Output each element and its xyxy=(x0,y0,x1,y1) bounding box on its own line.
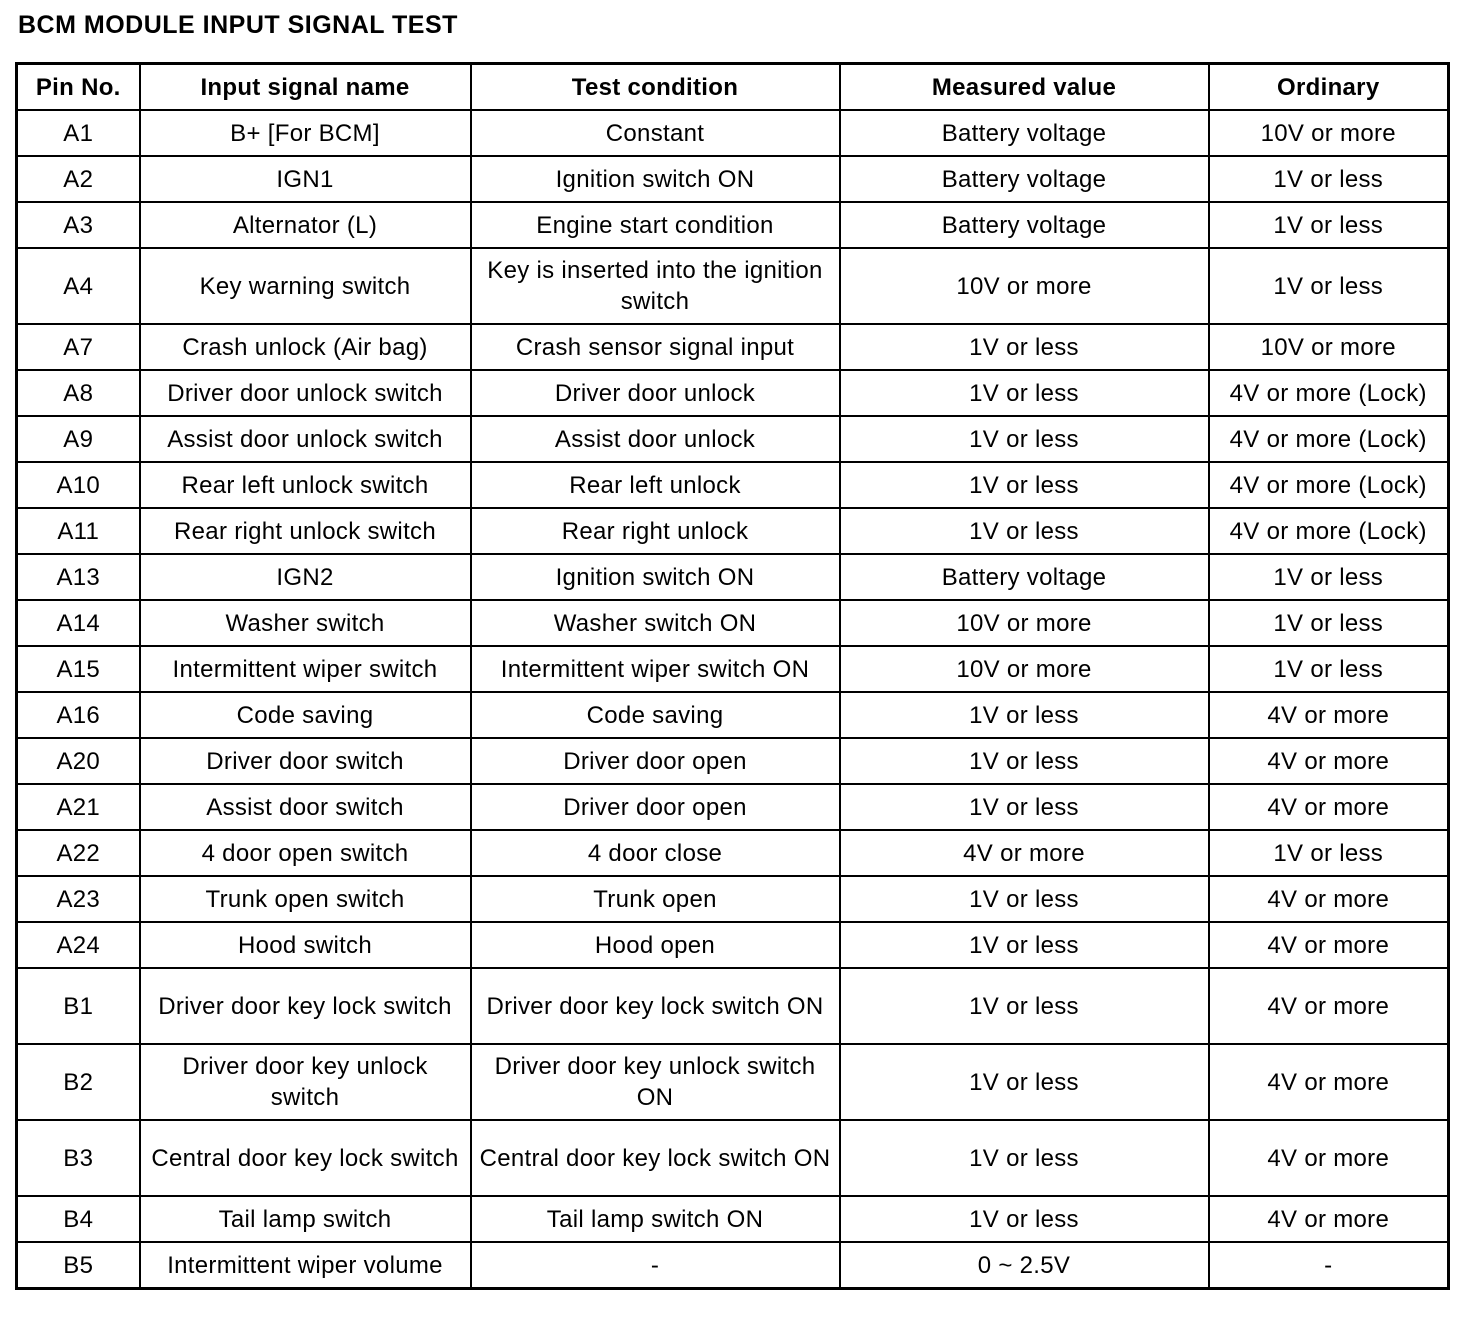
test-condition-cell: Washer switch ON xyxy=(471,600,840,646)
test-condition-cell: Driver door key unlock switch ON xyxy=(471,1044,840,1120)
pin-cell: B2 xyxy=(17,1044,140,1120)
test-condition-cell: Rear left unlock xyxy=(471,462,840,508)
signal-name-cell: IGN1 xyxy=(140,156,471,202)
test-condition-cell: - xyxy=(471,1242,840,1289)
ordinary-cell: 4V or more (Lock) xyxy=(1209,416,1449,462)
header-measured-value: Measured value xyxy=(840,64,1209,111)
test-condition-cell: Ignition switch ON xyxy=(471,554,840,600)
ordinary-cell: 1V or less xyxy=(1209,554,1449,600)
measured-value-cell: 1V or less xyxy=(840,508,1209,554)
header-input-signal-name: Input signal name xyxy=(140,64,471,111)
table-row xyxy=(17,600,1449,646)
measured-value-cell: 1V or less xyxy=(840,1196,1209,1242)
pin-cell: A3 xyxy=(17,202,140,248)
test-condition-cell: Driver door open xyxy=(471,738,840,784)
signal-name-cell: Tail lamp switch xyxy=(140,1196,471,1242)
pin-cell: A4 xyxy=(17,248,140,324)
pin-cell: A11 xyxy=(17,508,140,554)
test-condition-cell: Central door key lock switch ON xyxy=(471,1120,840,1196)
pin-cell: A8 xyxy=(17,370,140,416)
test-condition-cell: Hood open xyxy=(471,922,840,968)
table-row xyxy=(17,646,1449,692)
signal-name-cell: Intermittent wiper volume xyxy=(140,1242,471,1289)
measured-value-cell: Battery voltage xyxy=(840,554,1209,600)
table-row xyxy=(17,202,1449,248)
pin-cell: A20 xyxy=(17,738,140,784)
pin-cell: B5 xyxy=(17,1242,140,1289)
test-condition-cell: Driver door key lock switch ON xyxy=(471,968,840,1044)
table-row xyxy=(17,416,1449,462)
signal-name-cell: Intermittent wiper switch xyxy=(140,646,471,692)
pin-cell: A24 xyxy=(17,922,140,968)
header-test-condition: Test condition xyxy=(471,64,840,111)
measured-value-cell: 1V or less xyxy=(840,692,1209,738)
ordinary-cell: 1V or less xyxy=(1209,248,1449,324)
measured-value-cell: 4V or more xyxy=(840,830,1209,876)
table-row xyxy=(17,462,1449,508)
pin-cell: A22 xyxy=(17,830,140,876)
ordinary-cell: 4V or more xyxy=(1209,738,1449,784)
ordinary-cell: 4V or more xyxy=(1209,784,1449,830)
measured-value-cell: Battery voltage xyxy=(840,202,1209,248)
measured-value-cell: 10V or more xyxy=(840,600,1209,646)
table-row xyxy=(17,1120,1449,1196)
ordinary-cell: 1V or less xyxy=(1209,202,1449,248)
table-row xyxy=(17,968,1449,1044)
table-row xyxy=(17,324,1449,370)
table-row xyxy=(17,508,1449,554)
table-row xyxy=(17,830,1449,876)
measured-value-cell: 0 ~ 2.5V xyxy=(840,1242,1209,1289)
measured-value-cell: 1V or less xyxy=(840,462,1209,508)
table-row xyxy=(17,876,1449,922)
pin-cell: A9 xyxy=(17,416,140,462)
signal-name-cell: Rear left unlock switch xyxy=(140,462,471,508)
signal-name-cell: Key warning switch xyxy=(140,248,471,324)
test-condition-cell: Driver door open xyxy=(471,784,840,830)
pin-cell: B4 xyxy=(17,1196,140,1242)
pin-cell: A14 xyxy=(17,600,140,646)
ordinary-cell: 4V or more xyxy=(1209,1120,1449,1196)
table-row xyxy=(17,1196,1449,1242)
ordinary-cell: 4V or more xyxy=(1209,1044,1449,1120)
signal-name-cell: Driver door unlock switch xyxy=(140,370,471,416)
test-condition-cell: Code saving xyxy=(471,692,840,738)
signal-name-cell: Central door key lock switch xyxy=(140,1120,471,1196)
pin-cell: A2 xyxy=(17,156,140,202)
table-row xyxy=(17,1242,1449,1289)
ordinary-cell: - xyxy=(1209,1242,1449,1289)
ordinary-cell: 4V or more xyxy=(1209,922,1449,968)
table-header-row xyxy=(17,64,1449,111)
ordinary-cell: 1V or less xyxy=(1209,830,1449,876)
table-row xyxy=(17,692,1449,738)
signal-name-cell: Rear right unlock switch xyxy=(140,508,471,554)
signal-name-cell: Driver door switch xyxy=(140,738,471,784)
measured-value-cell: 10V or more xyxy=(840,646,1209,692)
table-row xyxy=(17,110,1449,156)
pin-cell: A15 xyxy=(17,646,140,692)
ordinary-cell: 4V or more xyxy=(1209,1196,1449,1242)
test-condition-cell: Tail lamp switch ON xyxy=(471,1196,840,1242)
ordinary-cell: 4V or more xyxy=(1209,692,1449,738)
header-ordinary: Ordinary xyxy=(1209,64,1449,111)
pin-cell: A7 xyxy=(17,324,140,370)
ordinary-cell: 4V or more (Lock) xyxy=(1209,462,1449,508)
test-condition-cell: Engine start condition xyxy=(471,202,840,248)
test-condition-cell: Trunk open xyxy=(471,876,840,922)
test-condition-cell: Driver door unlock xyxy=(471,370,840,416)
measured-value-cell: 1V or less xyxy=(840,876,1209,922)
ordinary-cell: 4V or more xyxy=(1209,968,1449,1044)
pin-cell: A1 xyxy=(17,110,140,156)
test-condition-cell: 4 door close xyxy=(471,830,840,876)
measured-value-cell: 1V or less xyxy=(840,922,1209,968)
test-condition-cell: Rear right unlock xyxy=(471,508,840,554)
signal-name-cell: Crash unlock (Air bag) xyxy=(140,324,471,370)
ordinary-cell: 1V or less xyxy=(1209,600,1449,646)
table-row xyxy=(17,922,1449,968)
measured-value-cell: 1V or less xyxy=(840,370,1209,416)
ordinary-cell: 1V or less xyxy=(1209,156,1449,202)
ordinary-cell: 4V or more (Lock) xyxy=(1209,508,1449,554)
measured-value-cell: 1V or less xyxy=(840,784,1209,830)
measured-value-cell: 1V or less xyxy=(840,1120,1209,1196)
pin-cell: B1 xyxy=(17,968,140,1044)
ordinary-cell: 10V or more xyxy=(1209,324,1449,370)
signal-name-cell: Trunk open switch xyxy=(140,876,471,922)
pin-cell: A16 xyxy=(17,692,140,738)
test-condition-cell: Constant xyxy=(471,110,840,156)
table-row xyxy=(17,248,1449,324)
signal-name-cell: IGN2 xyxy=(140,554,471,600)
pin-cell: B3 xyxy=(17,1120,140,1196)
table-row xyxy=(17,554,1449,600)
test-condition-cell: Ignition switch ON xyxy=(471,156,840,202)
page-title: BCM MODULE INPUT SIGNAL TEST xyxy=(18,11,458,39)
test-condition-cell: Crash sensor signal input xyxy=(471,324,840,370)
table-row xyxy=(17,784,1449,830)
measured-value-cell: 10V or more xyxy=(840,248,1209,324)
signal-name-cell: B+ [For BCM] xyxy=(140,110,471,156)
pin-cell: A23 xyxy=(17,876,140,922)
pin-cell: A21 xyxy=(17,784,140,830)
signal-name-cell: Code saving xyxy=(140,692,471,738)
test-condition-cell: Intermittent wiper switch ON xyxy=(471,646,840,692)
measured-value-cell: 1V or less xyxy=(840,1044,1209,1120)
ordinary-cell: 4V or more xyxy=(1209,876,1449,922)
pin-cell: A13 xyxy=(17,554,140,600)
test-condition-cell: Key is inserted into the ignition switch xyxy=(471,248,840,324)
ordinary-cell: 4V or more (Lock) xyxy=(1209,370,1449,416)
measured-value-cell: 1V or less xyxy=(840,416,1209,462)
measured-value-cell: Battery voltage xyxy=(840,110,1209,156)
signal-name-cell: Assist door unlock switch xyxy=(140,416,471,462)
measured-value-cell: 1V or less xyxy=(840,968,1209,1044)
signal-test-table xyxy=(15,62,1450,1290)
measured-value-cell: 1V or less xyxy=(840,738,1209,784)
signal-name-cell: Driver door key unlock switch xyxy=(140,1044,471,1120)
test-condition-cell: Assist door unlock xyxy=(471,416,840,462)
ordinary-cell: 1V or less xyxy=(1209,646,1449,692)
signal-name-cell: Assist door switch xyxy=(140,784,471,830)
measured-value-cell: 1V or less xyxy=(840,324,1209,370)
header-pin-no: Pin No. xyxy=(17,64,140,111)
signal-name-cell: Alternator (L) xyxy=(140,202,471,248)
table-row xyxy=(17,156,1449,202)
pin-cell: A10 xyxy=(17,462,140,508)
ordinary-cell: 10V or more xyxy=(1209,110,1449,156)
signal-name-cell: Washer switch xyxy=(140,600,471,646)
table-row xyxy=(17,370,1449,416)
signal-name-cell: Driver door key lock switch xyxy=(140,968,471,1044)
table-row xyxy=(17,1044,1449,1120)
signal-name-cell: Hood switch xyxy=(140,922,471,968)
signal-name-cell: 4 door open switch xyxy=(140,830,471,876)
table-row xyxy=(17,738,1449,784)
measured-value-cell: Battery voltage xyxy=(840,156,1209,202)
